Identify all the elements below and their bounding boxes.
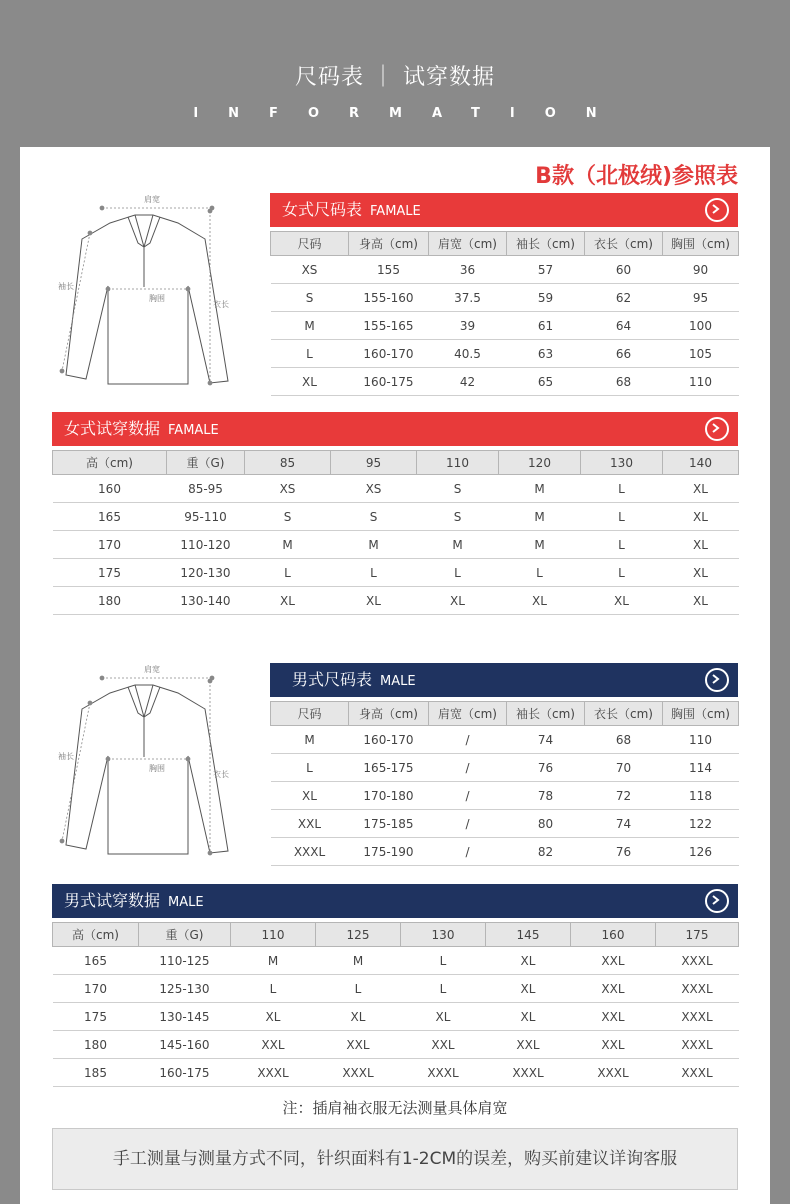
column-header: 120 — [499, 451, 581, 475]
page-title: 尺码表 ｜ 试穿数据 — [295, 65, 495, 90]
table-cell: M — [499, 475, 581, 503]
table-cell: 160-175 — [349, 368, 429, 396]
women-fit-table — [52, 450, 739, 615]
table-row — [53, 559, 739, 587]
table-cell: XXXL — [401, 1059, 486, 1087]
women-fit-bar — [52, 412, 738, 446]
table-row — [53, 947, 739, 975]
table-cell: XXXL — [486, 1059, 571, 1087]
table-cell: 165 — [53, 947, 139, 975]
page-subtitle: INFORMATION — [193, 106, 627, 121]
column-header: 125 — [316, 923, 401, 947]
table-cell: S — [417, 475, 499, 503]
table-cell: L — [331, 559, 417, 587]
column-header: 衣长（cm) — [585, 232, 663, 256]
label-length: 衣长 — [213, 770, 229, 779]
table-row — [53, 1031, 739, 1059]
table-cell: XL — [231, 1003, 316, 1031]
table-row — [271, 782, 739, 810]
column-header: 重（G) — [167, 451, 245, 475]
table-cell: 100 — [663, 312, 739, 340]
table-cell: 61 — [507, 312, 585, 340]
table-cell: 165 — [53, 503, 167, 531]
table-cell: 110-125 — [139, 947, 231, 975]
table-cell: 145-160 — [139, 1031, 231, 1059]
table-row — [53, 1059, 739, 1087]
table-cell: 110-120 — [167, 531, 245, 559]
table-row — [53, 531, 739, 559]
table-cell: 155-165 — [349, 312, 429, 340]
men-fit-en: MALE — [168, 895, 204, 910]
table-cell: 59 — [507, 284, 585, 312]
table-cell: 175 — [53, 559, 167, 587]
table-cell: 76 — [507, 754, 585, 782]
table-cell: 60 — [585, 256, 663, 284]
table-cell: XXL — [571, 975, 656, 1003]
table-cell: XXXL — [231, 1059, 316, 1087]
table-cell: 110 — [663, 726, 739, 754]
label-sleeve: 袖长 — [58, 752, 74, 761]
table-row — [271, 256, 739, 284]
table-cell: XL — [316, 1003, 401, 1031]
column-header: 重（G) — [139, 923, 231, 947]
table-cell: XXL — [271, 810, 349, 838]
table-cell: / — [429, 838, 507, 866]
women-size-title: 女式尺码表 — [282, 200, 363, 219]
table-cell: XL — [663, 475, 739, 503]
table-cell: 185 — [53, 1059, 139, 1087]
table-cell: XXXL — [656, 1031, 739, 1059]
table-cell: XXL — [571, 1031, 656, 1059]
note-text: 注：插肩袖衣服无法测量具体肩宽 — [282, 1099, 508, 1117]
men-fit-bar — [52, 884, 738, 918]
table-row — [53, 975, 739, 1003]
table-cell: S — [271, 284, 349, 312]
table-cell: 95 — [663, 284, 739, 312]
table-cell: XL — [271, 782, 349, 810]
column-header: 145 — [486, 923, 571, 947]
table-row — [271, 340, 739, 368]
table-cell: 110 — [663, 368, 739, 396]
column-header: 140 — [663, 451, 739, 475]
table-cell: 63 — [507, 340, 585, 368]
table-cell: 175-190 — [349, 838, 429, 866]
column-header: 肩宽（cm) — [429, 702, 507, 726]
table-cell: M — [499, 503, 581, 531]
table-cell: M — [316, 947, 401, 975]
table-cell: 170 — [53, 975, 139, 1003]
label-shoulder: 肩宽 — [144, 665, 160, 674]
table-cell: XXL — [401, 1031, 486, 1059]
table-cell: 82 — [507, 838, 585, 866]
label-length: 衣长 — [213, 300, 229, 309]
table-cell: XL — [245, 587, 331, 615]
table-cell: S — [331, 503, 417, 531]
table-cell: 37.5 — [429, 284, 507, 312]
table-cell: / — [429, 754, 507, 782]
table-cell: XL — [663, 587, 739, 615]
table-row — [271, 312, 739, 340]
table-cell: XL — [581, 587, 663, 615]
table-cell: 105 — [663, 340, 739, 368]
column-header: 袖长（cm) — [507, 232, 585, 256]
chevron-right-icon[interactable] — [705, 417, 729, 441]
table-header-row — [271, 232, 739, 256]
table-cell: XL — [417, 587, 499, 615]
table-cell: XXXL — [656, 1059, 739, 1087]
table-cell: L — [401, 947, 486, 975]
table-row — [271, 368, 739, 396]
men-size-title: 男式尺码表 — [292, 670, 373, 689]
women-size-bar — [270, 193, 738, 227]
table-cell: 78 — [507, 782, 585, 810]
table-cell: XXXL — [316, 1059, 401, 1087]
column-header: 袖长（cm) — [507, 702, 585, 726]
table-row — [271, 284, 739, 312]
table-cell: 76 — [585, 838, 663, 866]
column-header: 尺码 — [271, 702, 349, 726]
table-cell: 68 — [585, 726, 663, 754]
table-cell: 122 — [663, 810, 739, 838]
table-cell: 62 — [585, 284, 663, 312]
table-row — [53, 1003, 739, 1031]
table-cell: 64 — [585, 312, 663, 340]
table-header-row — [271, 702, 739, 726]
table-cell: 125-130 — [139, 975, 231, 1003]
table-cell: XL — [331, 587, 417, 615]
table-cell: XXL — [316, 1031, 401, 1059]
garment-diagram-women — [50, 191, 260, 391]
card-title: B款（北极绒)参照表 — [535, 164, 738, 189]
table-cell: L — [271, 340, 349, 368]
table-cell: XS — [245, 475, 331, 503]
table-cell: XXL — [231, 1031, 316, 1059]
table-cell: 66 — [585, 340, 663, 368]
table-row — [53, 587, 739, 615]
table-cell: XL — [499, 587, 581, 615]
table-cell: M — [271, 312, 349, 340]
table-cell: XS — [271, 256, 349, 284]
table-row — [271, 838, 739, 866]
table-row — [271, 754, 739, 782]
table-cell: 155 — [349, 256, 429, 284]
table-cell: L — [271, 754, 349, 782]
table-row — [271, 726, 739, 754]
column-header: 130 — [401, 923, 486, 947]
column-header: 160 — [571, 923, 656, 947]
table-row — [271, 810, 739, 838]
table-cell: XXXL — [571, 1059, 656, 1087]
table-cell: / — [429, 726, 507, 754]
table-cell: M — [417, 531, 499, 559]
table-cell: XXXL — [656, 1003, 739, 1031]
table-cell: L — [581, 503, 663, 531]
table-cell: 175-185 — [349, 810, 429, 838]
table-cell: L — [417, 559, 499, 587]
table-cell: XS — [331, 475, 417, 503]
table-cell: L — [581, 531, 663, 559]
table-cell: 155-160 — [349, 284, 429, 312]
table-cell: 130-145 — [139, 1003, 231, 1031]
table-cell: 90 — [663, 256, 739, 284]
table-row — [53, 503, 739, 531]
table-cell: XL — [271, 368, 349, 396]
table-cell: L — [401, 975, 486, 1003]
table-cell: XXL — [486, 1031, 571, 1059]
table-cell: 160-170 — [349, 340, 429, 368]
column-header: 衣长（cm) — [585, 702, 663, 726]
table-cell: XXXL — [656, 975, 739, 1003]
table-cell: 80 — [507, 810, 585, 838]
column-header: 高（cm) — [53, 451, 167, 475]
table-cell: M — [499, 531, 581, 559]
table-cell: 114 — [663, 754, 739, 782]
table-cell: 70 — [585, 754, 663, 782]
table-cell: 160-170 — [349, 726, 429, 754]
table-cell: L — [231, 975, 316, 1003]
table-cell: XXL — [571, 1003, 656, 1031]
table-header-row — [53, 923, 739, 947]
table-cell: S — [245, 503, 331, 531]
column-header: 130 — [581, 451, 663, 475]
table-cell: XL — [486, 1003, 571, 1031]
table-cell: 72 — [585, 782, 663, 810]
column-header: 高（cm) — [53, 923, 139, 947]
table-cell: M — [231, 947, 316, 975]
table-cell: M — [331, 531, 417, 559]
table-cell: 39 — [429, 312, 507, 340]
column-header: 尺码 — [271, 232, 349, 256]
table-cell: XXXL — [656, 947, 739, 975]
table-header-row — [53, 451, 739, 475]
column-header: 110 — [231, 923, 316, 947]
column-header: 175 — [656, 923, 739, 947]
table-cell: L — [245, 559, 331, 587]
men-size-en: MALE — [380, 674, 416, 689]
column-header: 110 — [417, 451, 499, 475]
label-chest: 胸围 — [149, 294, 165, 303]
table-cell: L — [316, 975, 401, 1003]
table-cell: 65 — [507, 368, 585, 396]
disclaimer-box: 手工测量与测量方式不同，针织面料有1-2CM的误差，购买前建议详询客服 — [52, 1128, 738, 1190]
table-cell: 40.5 — [429, 340, 507, 368]
column-header: 胸围（cm) — [663, 702, 739, 726]
table-cell: 170 — [53, 531, 167, 559]
label-shoulder: 肩宽 — [144, 195, 160, 204]
chevron-right-icon[interactable] — [705, 198, 729, 222]
column-header: 胸围（cm) — [663, 232, 739, 256]
size-chart-card — [20, 147, 770, 1204]
table-cell: XL — [486, 947, 571, 975]
table-cell: 42 — [429, 368, 507, 396]
table-cell: L — [581, 559, 663, 587]
label-chest: 胸围 — [149, 764, 165, 773]
column-header: 95 — [331, 451, 417, 475]
table-cell: 36 — [429, 256, 507, 284]
table-cell: XXL — [571, 947, 656, 975]
table-cell: 160 — [53, 475, 167, 503]
table-cell: 95-110 — [167, 503, 245, 531]
column-header: 身高（cm) — [349, 232, 429, 256]
label-sleeve: 袖长 — [58, 282, 74, 291]
table-cell: 180 — [53, 587, 167, 615]
table-cell: 160-175 — [139, 1059, 231, 1087]
column-header: 85 — [245, 451, 331, 475]
table-cell: 175 — [53, 1003, 139, 1031]
table-cell: XL — [663, 531, 739, 559]
table-cell: 120-130 — [167, 559, 245, 587]
women-fit-en: FAMALE — [168, 423, 219, 438]
column-header: 肩宽（cm) — [429, 232, 507, 256]
table-cell: 180 — [53, 1031, 139, 1059]
table-cell: M — [245, 531, 331, 559]
column-header: 身高（cm) — [349, 702, 429, 726]
table-cell: 57 — [507, 256, 585, 284]
table-cell: 130-140 — [167, 587, 245, 615]
table-cell: M — [271, 726, 349, 754]
women-size-en: FAMALE — [370, 204, 421, 219]
women-fit-title: 女式试穿数据 — [64, 419, 161, 438]
table-cell: XXXL — [271, 838, 349, 866]
table-cell: 126 — [663, 838, 739, 866]
table-cell: 165-175 — [349, 754, 429, 782]
table-cell: S — [417, 503, 499, 531]
men-fit-table — [52, 922, 739, 1087]
table-cell: 85-95 — [167, 475, 245, 503]
table-cell: XL — [486, 975, 571, 1003]
table-cell: 68 — [585, 368, 663, 396]
table-cell: 118 — [663, 782, 739, 810]
table-cell: XL — [663, 503, 739, 531]
table-cell: XL — [401, 1003, 486, 1031]
table-cell: L — [581, 475, 663, 503]
table-cell: / — [429, 810, 507, 838]
table-cell: 170-180 — [349, 782, 429, 810]
men-size-bar — [270, 663, 738, 697]
table-cell: 74 — [585, 810, 663, 838]
table-row — [53, 475, 739, 503]
women-size-table — [270, 231, 739, 396]
men-fit-title: 男式试穿数据 — [64, 891, 161, 910]
men-size-table — [270, 701, 739, 866]
table-cell: L — [499, 559, 581, 587]
table-cell: / — [429, 782, 507, 810]
chevron-right-icon[interactable] — [705, 889, 729, 913]
table-cell: 74 — [507, 726, 585, 754]
garment-diagram-men — [50, 661, 260, 861]
chevron-right-icon[interactable] — [705, 668, 729, 692]
table-cell: XL — [663, 559, 739, 587]
